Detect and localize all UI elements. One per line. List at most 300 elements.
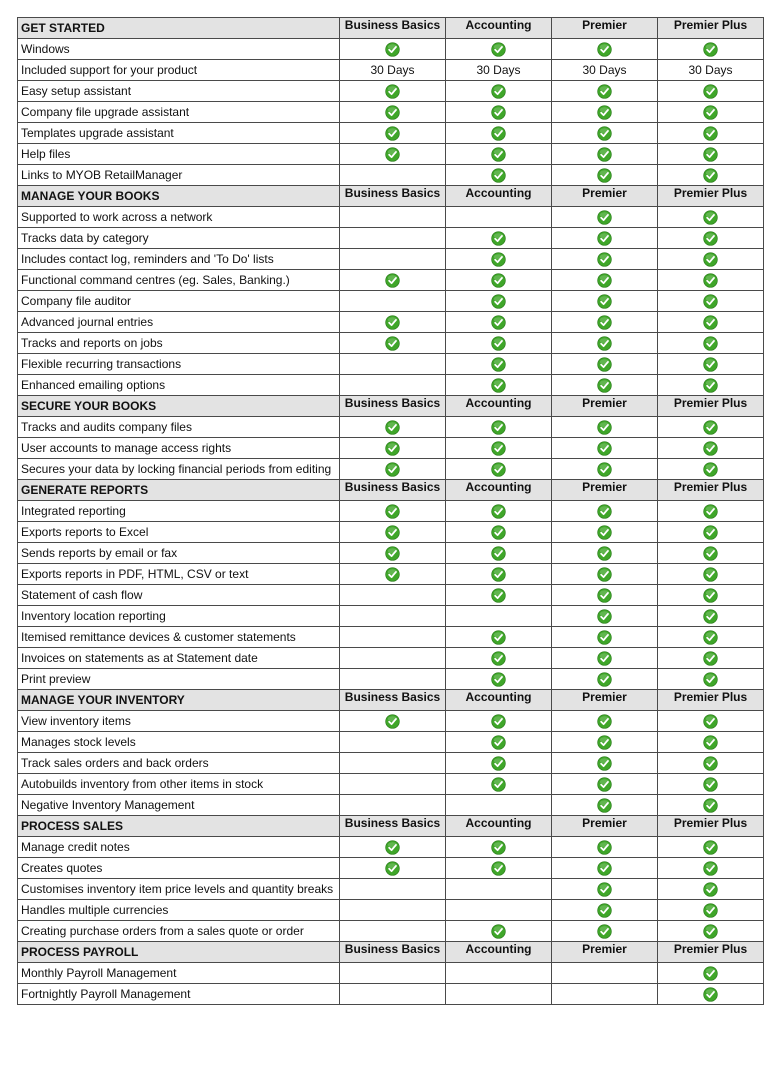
check-circle-icon	[385, 147, 400, 162]
feature-row	[18, 585, 764, 606]
check-circle-icon	[491, 420, 506, 435]
cell-business-basics	[340, 963, 446, 984]
section-title: PROCESS SALES	[18, 816, 340, 837]
cell-accounting	[446, 123, 552, 144]
cell-premier-plus	[658, 291, 764, 312]
check-circle-icon	[597, 315, 612, 330]
cell-premier	[552, 774, 658, 795]
check-circle-icon	[703, 147, 718, 162]
check-circle-icon	[597, 147, 612, 162]
check-circle-icon	[597, 567, 612, 582]
cell-business-basics	[340, 375, 446, 396]
feature-row	[18, 921, 764, 942]
check-circle-icon	[597, 609, 612, 624]
cell-premier-plus	[658, 564, 764, 585]
column-header-business-basics: Business Basics	[340, 942, 446, 963]
cell-business-basics	[340, 417, 446, 438]
check-circle-icon	[491, 546, 506, 561]
cell-business-basics	[340, 900, 446, 921]
cell-premier	[552, 879, 658, 900]
cell-accounting	[446, 564, 552, 585]
check-circle-icon	[385, 546, 400, 561]
cell-premier-plus	[658, 711, 764, 732]
column-header-business-basics: Business Basics	[340, 690, 446, 711]
check-circle-icon	[597, 882, 612, 897]
feature-name: Negative Inventory Management	[18, 795, 340, 816]
check-circle-icon	[491, 756, 506, 771]
section-header-generate-reports	[18, 480, 764, 501]
feature-row	[18, 459, 764, 480]
cell-business-basics	[340, 795, 446, 816]
cell-premier	[552, 144, 658, 165]
feature-name: Sends reports by email or fax	[18, 543, 340, 564]
check-circle-icon	[491, 777, 506, 792]
check-circle-icon	[703, 168, 718, 183]
cell-business-basics	[340, 879, 446, 900]
column-header-premier-plus: Premier Plus	[658, 690, 764, 711]
cell-business-basics	[340, 228, 446, 249]
check-circle-icon	[597, 714, 612, 729]
check-circle-icon	[491, 105, 506, 120]
column-header-premier: Premier	[552, 18, 658, 39]
check-circle-icon	[597, 336, 612, 351]
feature-row	[18, 669, 764, 690]
check-circle-icon	[491, 840, 506, 855]
cell-premier-plus	[658, 858, 764, 879]
feature-row	[18, 270, 764, 291]
cell-business-basics	[340, 333, 446, 354]
feature-name: Windows	[18, 39, 340, 60]
section-header-secure-your-books	[18, 396, 764, 417]
cell-premier-plus	[658, 501, 764, 522]
cell-premier	[552, 270, 658, 291]
check-circle-icon	[703, 315, 718, 330]
check-circle-icon	[703, 924, 718, 939]
cell-business-basics	[340, 81, 446, 102]
feature-row	[18, 144, 764, 165]
column-header-premier-plus: Premier Plus	[658, 18, 764, 39]
check-circle-icon	[491, 924, 506, 939]
feature-name: Links to MYOB RetailManager	[18, 165, 340, 186]
check-circle-icon	[597, 651, 612, 666]
cell-premier	[552, 312, 658, 333]
cell-business-basics	[340, 732, 446, 753]
check-circle-icon	[491, 252, 506, 267]
column-header-premier-plus: Premier Plus	[658, 186, 764, 207]
check-circle-icon	[491, 294, 506, 309]
cell-accounting	[446, 984, 552, 1005]
cell-business-basics	[340, 102, 446, 123]
feature-name: Company file upgrade assistant	[18, 102, 340, 123]
cell-premier	[552, 438, 658, 459]
cell-business-basics	[340, 753, 446, 774]
check-circle-icon	[703, 840, 718, 855]
cell-premier-plus	[658, 312, 764, 333]
check-circle-icon	[597, 756, 612, 771]
cell-premier-plus	[658, 795, 764, 816]
cell-premier-plus	[658, 459, 764, 480]
column-header-accounting: Accounting	[446, 480, 552, 501]
cell-premier	[552, 753, 658, 774]
cell-accounting	[446, 858, 552, 879]
cell-premier-plus	[658, 522, 764, 543]
cell-premier-plus	[658, 333, 764, 354]
cell-premier	[552, 291, 658, 312]
check-circle-icon	[597, 672, 612, 687]
cell-premier-plus	[658, 585, 764, 606]
cell-premier	[552, 354, 658, 375]
cell-business-basics	[340, 312, 446, 333]
column-header-premier: Premier	[552, 816, 658, 837]
check-circle-icon	[597, 525, 612, 540]
column-header-business-basics: Business Basics	[340, 816, 446, 837]
check-circle-icon	[597, 735, 612, 750]
section-header-process-payroll	[18, 942, 764, 963]
column-header-business-basics: Business Basics	[340, 186, 446, 207]
cell-premier	[552, 732, 658, 753]
check-circle-icon	[597, 105, 612, 120]
check-circle-icon	[703, 903, 718, 918]
cell-business-basics	[340, 165, 446, 186]
feature-name: Exports reports in PDF, HTML, CSV or text	[18, 564, 340, 585]
cell-accounting	[446, 837, 552, 858]
cell-premier-plus	[658, 438, 764, 459]
cell-accounting	[446, 627, 552, 648]
cell-premier-plus	[658, 81, 764, 102]
check-circle-icon	[703, 735, 718, 750]
check-circle-icon	[385, 525, 400, 540]
column-header-premier: Premier	[552, 942, 658, 963]
cell-accounting	[446, 732, 552, 753]
check-circle-icon	[597, 231, 612, 246]
check-circle-icon	[703, 126, 718, 141]
cell-business-basics	[340, 501, 446, 522]
cell-accounting	[446, 543, 552, 564]
cell-business-basics	[340, 711, 446, 732]
column-header-premier-plus: Premier Plus	[658, 396, 764, 417]
cell-premier	[552, 921, 658, 942]
check-circle-icon	[703, 630, 718, 645]
cell-accounting	[446, 270, 552, 291]
check-circle-icon	[703, 882, 718, 897]
check-circle-icon	[385, 84, 400, 99]
cell-premier	[552, 333, 658, 354]
feature-name: Customises inventory item price levels and quantity breaks	[18, 879, 340, 900]
feature-row	[18, 753, 764, 774]
cell-premier	[552, 207, 658, 228]
cell-accounting	[446, 522, 552, 543]
feature-row	[18, 81, 764, 102]
cell-premier	[552, 606, 658, 627]
check-circle-icon	[703, 588, 718, 603]
cell-premier-plus	[658, 39, 764, 60]
column-header-premier-plus: Premier Plus	[658, 942, 764, 963]
check-circle-icon	[597, 630, 612, 645]
column-header-accounting: Accounting	[446, 186, 552, 207]
cell-premier	[552, 837, 658, 858]
cell-business-basics	[340, 774, 446, 795]
feature-row	[18, 606, 764, 627]
cell-accounting	[446, 333, 552, 354]
feature-name: Supported to work across a network	[18, 207, 340, 228]
check-circle-icon	[385, 462, 400, 477]
check-circle-icon	[597, 357, 612, 372]
cell-business-basics	[340, 270, 446, 291]
check-circle-icon	[491, 672, 506, 687]
cell-accounting	[446, 144, 552, 165]
cell-business-basics	[340, 627, 446, 648]
column-header-premier: Premier	[552, 690, 658, 711]
cell-accounting	[446, 648, 552, 669]
section-header-process-sales	[18, 816, 764, 837]
cell-premier-plus	[658, 375, 764, 396]
cell-accounting	[446, 354, 552, 375]
feature-row	[18, 249, 764, 270]
feature-name: Tracks and reports on jobs	[18, 333, 340, 354]
check-circle-icon	[703, 756, 718, 771]
cell-accounting	[446, 606, 552, 627]
cell-accounting	[446, 207, 552, 228]
check-circle-icon	[385, 441, 400, 456]
cell-premier	[552, 81, 658, 102]
check-circle-icon	[597, 441, 612, 456]
check-circle-icon	[703, 294, 718, 309]
check-circle-icon	[385, 42, 400, 57]
check-circle-icon	[597, 252, 612, 267]
check-circle-icon	[703, 210, 718, 225]
check-circle-icon	[491, 42, 506, 57]
check-circle-icon	[597, 378, 612, 393]
check-circle-icon	[597, 588, 612, 603]
check-circle-icon	[703, 525, 718, 540]
feature-name: Included support for your product	[18, 60, 340, 81]
feature-name: Fortnightly Payroll Management	[18, 984, 340, 1005]
feature-row	[18, 711, 764, 732]
cell-premier	[552, 522, 658, 543]
cell-accounting	[446, 291, 552, 312]
cell-premier-plus	[658, 207, 764, 228]
feature-name: Help files	[18, 144, 340, 165]
check-circle-icon	[491, 504, 506, 519]
check-circle-icon	[703, 273, 718, 288]
check-circle-icon	[597, 294, 612, 309]
cell-business-basics	[340, 522, 446, 543]
cell-premier	[552, 39, 658, 60]
section-title: SECURE YOUR BOOKS	[18, 396, 340, 417]
cell-business-basics	[340, 606, 446, 627]
check-circle-icon	[703, 651, 718, 666]
cell-premier	[552, 543, 658, 564]
feature-row	[18, 963, 764, 984]
check-circle-icon	[597, 168, 612, 183]
section-header-manage-your-inventory	[18, 690, 764, 711]
feature-name: Autobuilds inventory from other items in stock	[18, 774, 340, 795]
check-circle-icon	[703, 609, 718, 624]
check-circle-icon	[385, 315, 400, 330]
check-circle-icon	[597, 273, 612, 288]
column-header-accounting: Accounting	[446, 18, 552, 39]
check-circle-icon	[597, 462, 612, 477]
column-header-business-basics: Business Basics	[340, 480, 446, 501]
feature-row	[18, 438, 764, 459]
cell-accounting	[446, 39, 552, 60]
cell-accounting	[446, 795, 552, 816]
section-title: GENERATE REPORTS	[18, 480, 340, 501]
check-circle-icon	[491, 462, 506, 477]
cell-premier	[552, 648, 658, 669]
cell-accounting	[446, 417, 552, 438]
cell-premier-plus	[658, 648, 764, 669]
feature-name: Statement of cash flow	[18, 585, 340, 606]
cell-accounting	[446, 228, 552, 249]
cell-premier	[552, 963, 658, 984]
check-circle-icon	[597, 84, 612, 99]
feature-name: Tracks data by category	[18, 228, 340, 249]
cell-accounting	[446, 312, 552, 333]
cell-premier-plus	[658, 900, 764, 921]
cell-premier	[552, 711, 658, 732]
feature-name: Inventory location reporting	[18, 606, 340, 627]
cell-premier-plus	[658, 123, 764, 144]
cell-premier-plus	[658, 669, 764, 690]
feature-row	[18, 354, 764, 375]
cell-premier-plus	[658, 921, 764, 942]
feature-row	[18, 123, 764, 144]
check-circle-icon	[385, 567, 400, 582]
column-header-accounting: Accounting	[446, 396, 552, 417]
cell-business-basics	[340, 564, 446, 585]
cell-accounting	[446, 501, 552, 522]
cell-premier-plus	[658, 627, 764, 648]
cell-accounting	[446, 375, 552, 396]
feature-row	[18, 102, 764, 123]
feature-row	[18, 732, 764, 753]
column-header-premier: Premier	[552, 480, 658, 501]
feature-name: Company file auditor	[18, 291, 340, 312]
cell-accounting	[446, 900, 552, 921]
check-circle-icon	[703, 231, 718, 246]
cell-premier	[552, 669, 658, 690]
check-circle-icon	[385, 105, 400, 120]
check-circle-icon	[703, 966, 718, 981]
check-circle-icon	[491, 714, 506, 729]
feature-row	[18, 795, 764, 816]
cell-premier-plus	[658, 228, 764, 249]
check-circle-icon	[491, 735, 506, 750]
feature-name: Track sales orders and back orders	[18, 753, 340, 774]
check-circle-icon	[703, 567, 718, 582]
cell-accounting	[446, 165, 552, 186]
cell-premier	[552, 564, 658, 585]
feature-row	[18, 501, 764, 522]
check-circle-icon	[597, 840, 612, 855]
cell-accounting: 30 Days	[446, 60, 552, 81]
column-header-accounting: Accounting	[446, 690, 552, 711]
check-circle-icon	[703, 420, 718, 435]
section-title: PROCESS PAYROLL	[18, 942, 340, 963]
cell-premier-plus	[658, 543, 764, 564]
check-circle-icon	[491, 630, 506, 645]
comparison-table	[17, 17, 764, 1005]
cell-business-basics	[340, 648, 446, 669]
feature-name: Handles multiple currencies	[18, 900, 340, 921]
cell-accounting	[446, 879, 552, 900]
cell-business-basics	[340, 984, 446, 1005]
feature-name: View inventory items	[18, 711, 340, 732]
cell-premier	[552, 375, 658, 396]
cell-premier-plus	[658, 102, 764, 123]
cell-premier-plus	[658, 837, 764, 858]
check-circle-icon	[491, 651, 506, 666]
feature-row	[18, 627, 764, 648]
feature-name: User accounts to manage access rights	[18, 438, 340, 459]
cell-business-basics	[340, 354, 446, 375]
feature-row	[18, 228, 764, 249]
check-circle-icon	[597, 798, 612, 813]
column-header-premier-plus: Premier Plus	[658, 480, 764, 501]
cell-premier	[552, 858, 658, 879]
feature-row	[18, 564, 764, 585]
check-circle-icon	[703, 105, 718, 120]
check-circle-icon	[597, 903, 612, 918]
feature-row	[18, 291, 764, 312]
feature-row	[18, 543, 764, 564]
check-circle-icon	[491, 441, 506, 456]
feature-row	[18, 417, 764, 438]
cell-premier-plus	[658, 165, 764, 186]
feature-name: Invoices on statements as at Statement date	[18, 648, 340, 669]
feature-name: Advanced journal entries	[18, 312, 340, 333]
column-header-premier: Premier	[552, 396, 658, 417]
check-circle-icon	[597, 546, 612, 561]
cell-premier: 30 Days	[552, 60, 658, 81]
feature-row	[18, 312, 764, 333]
cell-business-basics	[340, 144, 446, 165]
cell-premier-plus: 30 Days	[658, 60, 764, 81]
cell-business-basics	[340, 249, 446, 270]
section-title: MANAGE YOUR INVENTORY	[18, 690, 340, 711]
cell-accounting	[446, 102, 552, 123]
check-circle-icon	[597, 504, 612, 519]
check-circle-icon	[703, 546, 718, 561]
feature-row	[18, 333, 764, 354]
check-circle-icon	[491, 273, 506, 288]
feature-name: Functional command centres (eg. Sales, Banking.)	[18, 270, 340, 291]
check-circle-icon	[703, 378, 718, 393]
feature-row	[18, 900, 764, 921]
cell-premier-plus	[658, 144, 764, 165]
cell-premier-plus	[658, 984, 764, 1005]
check-circle-icon	[385, 336, 400, 351]
column-header-premier: Premier	[552, 186, 658, 207]
check-circle-icon	[597, 777, 612, 792]
feature-row	[18, 207, 764, 228]
cell-premier-plus	[658, 270, 764, 291]
check-circle-icon	[491, 567, 506, 582]
feature-name: Itemised remittance devices & customer statements	[18, 627, 340, 648]
check-circle-icon	[385, 273, 400, 288]
cell-premier	[552, 627, 658, 648]
check-circle-icon	[491, 525, 506, 540]
check-circle-icon	[703, 987, 718, 1002]
feature-name: Flexible recurring transactions	[18, 354, 340, 375]
check-circle-icon	[703, 714, 718, 729]
check-circle-icon	[385, 714, 400, 729]
check-circle-icon	[491, 84, 506, 99]
cell-business-basics	[340, 921, 446, 942]
column-header-business-basics: Business Basics	[340, 396, 446, 417]
check-circle-icon	[597, 126, 612, 141]
